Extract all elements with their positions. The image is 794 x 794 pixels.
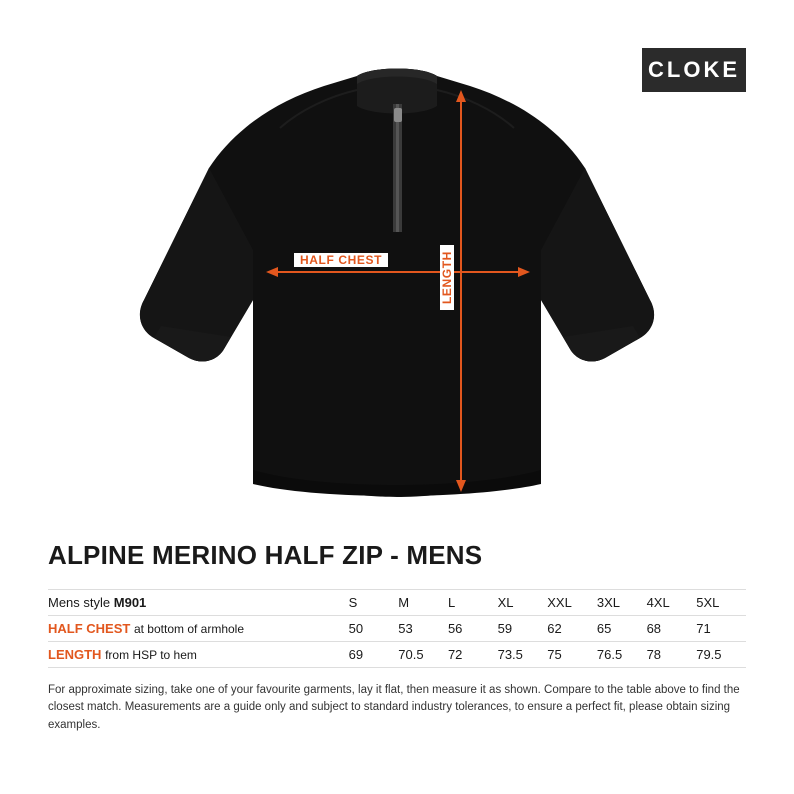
half-chest-value-m: 53	[398, 621, 413, 636]
half-chest-name: HALF CHEST	[48, 621, 131, 636]
length-value-xl: 73.5	[497, 647, 523, 662]
garment-zip-pull	[394, 108, 402, 122]
half-chest-value-xl: 59	[497, 621, 513, 636]
length-value-5xl: 79.5	[696, 647, 722, 662]
size-header-m: M	[398, 595, 410, 610]
size-header-xxl: XXL	[547, 595, 572, 610]
half-chest-detail: at bottom of armhole	[133, 622, 245, 636]
size-header-3xl: 3XL	[596, 595, 621, 610]
length-detail: from HSP to hem	[105, 648, 197, 662]
table-row-header	[48, 590, 746, 616]
half-chest-value-s: 50	[348, 621, 364, 636]
sizing-content	[48, 540, 746, 745]
length-value-l: 72	[447, 647, 463, 662]
length-value-3xl: 76.5	[596, 647, 623, 662]
size-header-xl: XL	[497, 595, 514, 610]
length-row-label	[48, 642, 349, 668]
half-chest-dimension-label: HALF CHEST	[294, 253, 388, 267]
size-header-4xl: 4XL	[646, 595, 670, 610]
length-value-xxl: 75	[547, 647, 562, 662]
size-chart-table	[48, 589, 746, 668]
size-header-s: S	[348, 595, 358, 610]
brand-logo	[642, 48, 746, 92]
half-chest-value-xxl: 62	[547, 621, 562, 636]
table-row-half-chest	[48, 616, 746, 642]
brand-logo-text: CLOKE	[648, 57, 740, 82]
half-chest-value-3xl: 65	[596, 621, 612, 636]
half-chest-value-l: 56	[447, 621, 463, 636]
length-dimension-label: LENGTH	[440, 245, 454, 310]
table-row-length	[48, 642, 746, 668]
style-cell	[48, 590, 349, 616]
half-chest-row-label	[48, 616, 349, 642]
size-header-l: L	[447, 595, 456, 610]
length-value-m: 70.5	[398, 647, 424, 662]
sizing-note: For approximate sizing, take one of your favourite garments, lay it flat, then measure it as shown. Compare to the table above to find the closest match. Measurements are a guide only and subject to standard industry tolerances, to ensure a perfect fit, please obtain sizing examples.	[48, 684, 740, 731]
style-label: Mens style	[48, 595, 111, 610]
length-name: LENGTH	[48, 647, 102, 662]
garment-shape	[140, 69, 654, 498]
half-chest-value-4xl: 68	[646, 621, 662, 636]
size-header-5xl: 5XL	[696, 595, 720, 610]
page-title: ALPINE MERINO HALF ZIP - MENS	[48, 540, 483, 570]
length-value-s: 69	[348, 647, 364, 662]
half-chest-value-5xl: 71	[696, 621, 711, 636]
style-code: M901	[113, 595, 147, 610]
garment-zip-teeth	[396, 104, 399, 232]
length-value-4xl: 78	[646, 647, 662, 662]
